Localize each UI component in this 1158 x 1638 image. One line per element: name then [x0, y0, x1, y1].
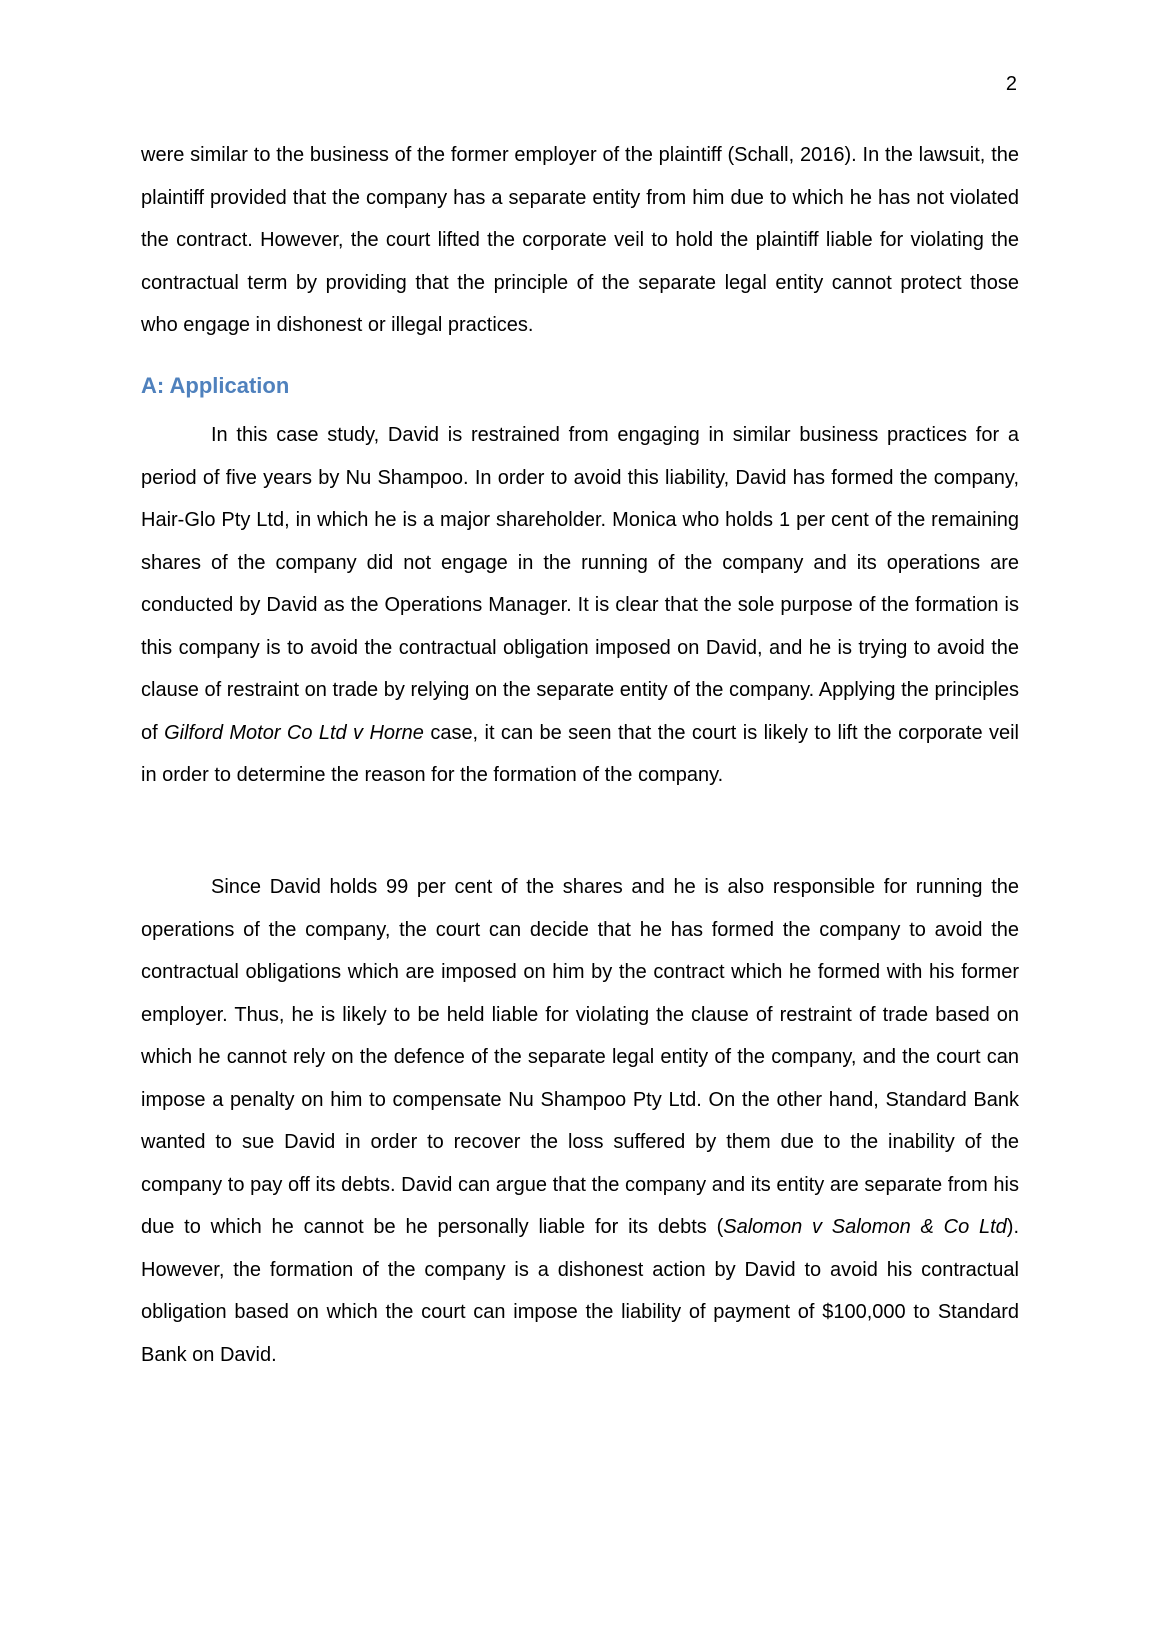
section-heading-application: A: Application	[141, 373, 290, 398]
paragraph-2-text-before: Since David holds 99 per cent of the shares and he is also responsible for running the operations of the company, the court can decide that he has formed the company to avoid the contractual obligations which are imposed on him by the contract which he formed with his former employer. Thus, he is likely to be held liable for violating the clause of restraint of trade based on which he cannot rely on the defence of the separate legal entity of the company, and the court can impose a penalty on him to compensate Nu Shampoo Pty Ltd. On the other hand, Standard Bank wanted to sue David in order to recover the loss suffered by them due to the inability of the company to pay off its debts. David can argue that the company and its entity are separate from his due to which he cannot be he personally liable for its debts (	[141, 876, 1019, 1238]
intro-paragraph-block	[141, 134, 1019, 347]
paragraph-1-text-after: case, it can be seen that the court is likely to lift the corporate veil in order to determine the reason for the formation of the company.	[141, 721, 1019, 786]
application-paragraph-1-block	[141, 414, 1019, 797]
case-citation-gilford: Gilford Motor Co Ltd v Horne	[164, 721, 424, 744]
application-paragraph-2-block	[141, 866, 1019, 1376]
paragraph-2-text-after: ). However, the formation of the company is a dishonest action by David to avoid his contractual obligation based on which the court can impose the liability of payment of $100,000 to Standard Bank on David.	[141, 1216, 1019, 1366]
intro-paragraph: were similar to the business of the former employer of the plaintiff (Schall, 2016). In the lawsuit, the plaintiff provided that the company has a separate entity from him due to which he has not violated the contract. However, the court lifted the corporate veil to hold the plaintiff liable for violating the contractual term by providing that the principle of the separate legal entity cannot protect those who engage in dishonest or illegal practices.	[141, 144, 1019, 336]
application-paragraph-2	[141, 866, 1019, 1376]
paragraph-1-text-before: In this case study, David is restrained from engaging in similar business practices for a period of five years by Nu Shampoo. In order to avoid this liability, David has formed the company, Hair-Glo Pty Ltd, in which he is a major shareholder. Monica who holds 1 per cent of the remaining shares of the company did not engage in the running of the company and its operations are conducted by David as the Operations Manager. It is clear that the sole purpose of the formation is this company is to avoid the contractual obligation imposed on David, and he is trying to avoid the clause of restraint on trade by relying on the separate entity of the company. Applying the principles of	[141, 424, 1019, 744]
case-citation-salomon: Salomon v Salomon & Co Ltd	[723, 1216, 1007, 1238]
page-number: 2	[1005, 73, 1017, 95]
application-paragraph-1	[141, 414, 1019, 797]
